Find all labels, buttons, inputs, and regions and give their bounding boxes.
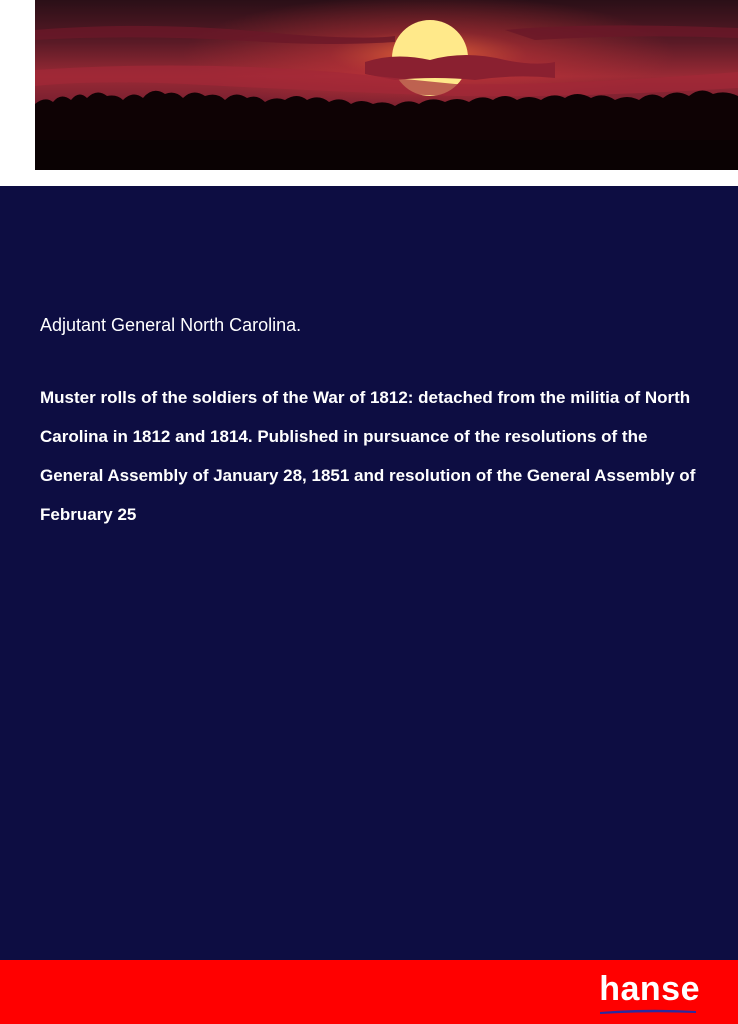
logo-swoosh-icon <box>600 1008 696 1014</box>
cover-background <box>0 186 738 960</box>
publisher-footer <box>0 960 738 1024</box>
publisher-logo: hanse <box>599 970 700 1008</box>
book-title: Muster rolls of the soldiers of the War of 1812: detached from the militia of North Carolina in 1812 and 1814. Published in pursuance of the resolutions of the General Assembly of January 28, 1851 and resolution of the General Assembly of February 25 <box>40 388 696 524</box>
sunset-photo <box>35 0 738 170</box>
author-name: Adjutant General North Carolina. <box>40 315 302 335</box>
top-image-band <box>0 0 738 186</box>
